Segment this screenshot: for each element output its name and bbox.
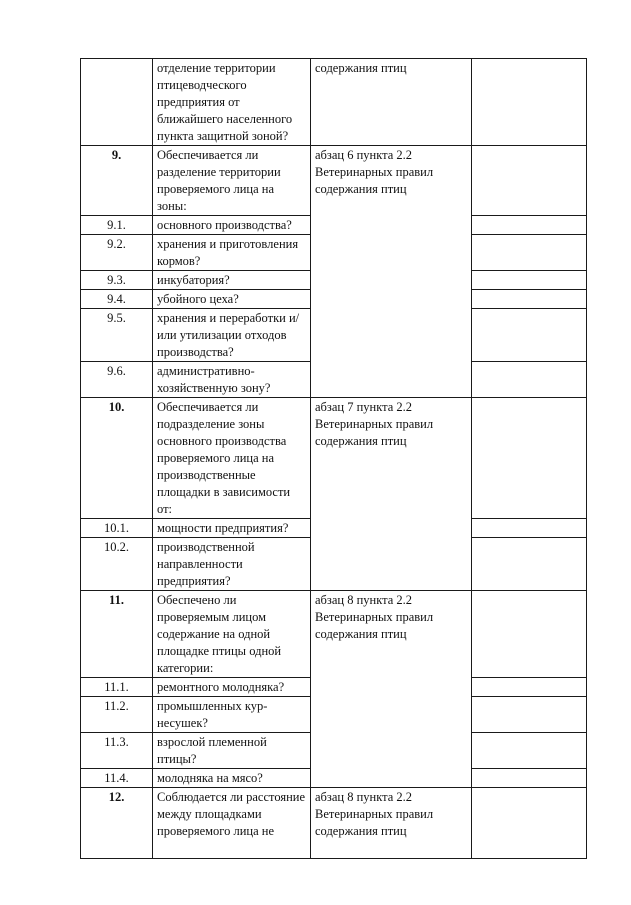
answer-cell[interactable] [472, 519, 587, 538]
table-row [81, 398, 587, 519]
question-text: убойного цеха? [153, 290, 311, 309]
item-number: 9.2. [81, 235, 153, 271]
answer-cell[interactable] [472, 146, 587, 216]
item-number: 11. [81, 591, 153, 678]
answer-cell[interactable] [472, 678, 587, 697]
item-number: 9.1. [81, 216, 153, 235]
question-text: хранения и переработки и/или утилизации отходов производства? [153, 309, 311, 362]
question-text: административно-хозяйственную зону? [153, 362, 311, 398]
answer-cell[interactable] [472, 769, 587, 788]
question-text: хранения и приготовления кормов? [153, 235, 311, 271]
item-number: 9.3. [81, 271, 153, 290]
item-number: 11.4. [81, 769, 153, 788]
question-text: молодняка на мясо? [153, 769, 311, 788]
item-number: 9. [81, 146, 153, 216]
question-text: производственной направленности предприятия? [153, 538, 311, 591]
item-number: 9.4. [81, 290, 153, 309]
answer-cell[interactable] [472, 538, 587, 591]
answer-cell[interactable] [472, 216, 587, 235]
item-number: 9.5. [81, 309, 153, 362]
legal-reference: абзац 6 пункта 2.2 Ветеринарных правил содержания птиц [311, 146, 472, 398]
checklist-table [80, 58, 587, 859]
item-number [81, 59, 153, 146]
answer-cell[interactable] [472, 697, 587, 733]
question-text: взрослой племенной птицы? [153, 733, 311, 769]
question-text: основного производства? [153, 216, 311, 235]
table-row [81, 591, 587, 678]
question-text: отделение территории птицеводческого предприятия от ближайшего населенного пункта защитной зоной? [153, 59, 311, 146]
answer-cell[interactable] [472, 362, 587, 398]
answer-cell[interactable] [472, 398, 587, 519]
question-text: инкубатория? [153, 271, 311, 290]
table-row [81, 788, 587, 859]
answer-cell[interactable] [472, 271, 587, 290]
question-text: Обеспечено ли проверяемым лицом содержание на одной площадке птицы одной категории: [153, 591, 311, 678]
question-text: ремонтного молодняка? [153, 678, 311, 697]
item-number: 9.6. [81, 362, 153, 398]
answer-cell[interactable] [472, 309, 587, 362]
answer-cell[interactable] [472, 591, 587, 678]
question-text: Соблюдается ли расстояние между площадками проверяемого лица не [153, 788, 311, 859]
item-number: 10. [81, 398, 153, 519]
question-text: мощности предприятия? [153, 519, 311, 538]
legal-reference: абзац 7 пункта 2.2 Ветеринарных правил содержания птиц [311, 398, 472, 591]
legal-reference: содержания птиц [311, 59, 472, 146]
item-number: 11.1. [81, 678, 153, 697]
answer-cell[interactable] [472, 290, 587, 309]
question-text: промышленных кур-несушек? [153, 697, 311, 733]
legal-reference: абзац 8 пункта 2.2 Ветеринарных правил содержания птиц [311, 788, 472, 859]
question-text: Обеспечивается ли подразделение зоны основного производства проверяемого лица на производственные площадки в зависимости от: [153, 398, 311, 519]
answer-cell[interactable] [472, 733, 587, 769]
answer-cell[interactable] [472, 59, 587, 146]
item-number: 12. [81, 788, 153, 859]
answer-cell[interactable] [472, 788, 587, 859]
question-text: Обеспечивается ли разделение территории проверяемого лица на зоны: [153, 146, 311, 216]
item-number: 10.2. [81, 538, 153, 591]
item-number: 11.3. [81, 733, 153, 769]
item-number: 10.1. [81, 519, 153, 538]
table-row [81, 59, 587, 146]
legal-reference: абзац 8 пункта 2.2 Ветеринарных правил содержания птиц [311, 591, 472, 788]
item-number: 11.2. [81, 697, 153, 733]
answer-cell[interactable] [472, 235, 587, 271]
table-row [81, 146, 587, 216]
